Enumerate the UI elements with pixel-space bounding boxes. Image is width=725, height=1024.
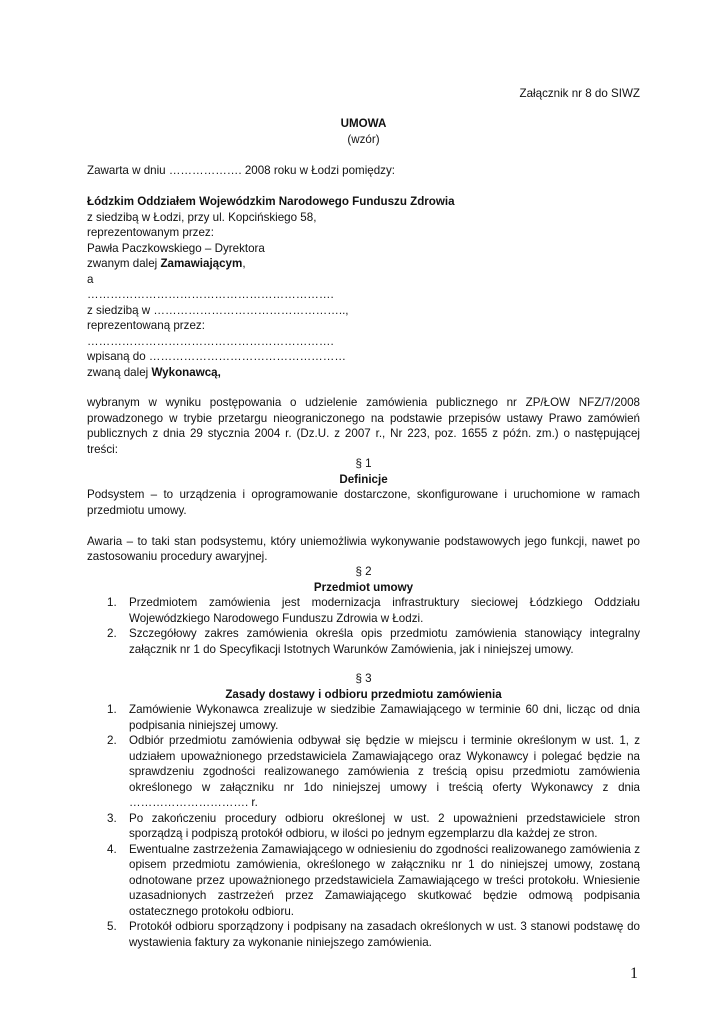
section-1-para-2: Awaria – to taki stan podsystemu, który uniemożliwia wykonywanie podstawowych jego funkcji, nawet po zastosowaniu procedury awaryjnej. [87, 534, 640, 563]
list-item [87, 702, 640, 733]
party1-called-suffix: , [242, 257, 246, 270]
section-2-heading: Przedmiot umowy [313, 580, 414, 594]
section-3-number: § 3 [355, 672, 372, 685]
party2-address: z siedzibą w ………………………………………….., [87, 303, 349, 317]
section-1-number: § 1 [355, 457, 372, 470]
section-2-list [87, 595, 640, 657]
page-number: 1 [630, 965, 638, 982]
list-item-text: Zamówienie Wykonawca zrealizuje w siedzibie Zamawiającego w terminie 60 dni, licząc od dnia podpisania niniejszej umowy. [129, 703, 640, 732]
list-item [87, 626, 640, 657]
list-item [87, 842, 640, 920]
list-item [87, 811, 640, 842]
party1-represented: reprezentowanym przez: [87, 226, 214, 239]
party2-called-term: Wykonawcą, [151, 365, 221, 379]
list-item-text: Szczegółowy zakres zamówienia określa opis przedmiotu zamówienia stanowiący integralny załącznik nr 1 do Specyfikacji Istotnych Warunków Zamówienia, jak i niniejszej umowy. [129, 627, 640, 656]
party1-rep-name: Pawła Paczkowskiego – Dyrektora [87, 241, 265, 255]
party1-address: z siedzibą w Łodzi, przy ul. Kopcińskiego 58, [87, 210, 317, 224]
list-item-text: Przedmiotem zamówienia jest modernizacja infrastruktury sieciowej Łódzkiego Oddziału Wojewódzkiego Narodowego Funduszu Zdrowia w Łodzi. [129, 596, 640, 625]
list-item-number: 3. [107, 811, 117, 825]
parties-block [87, 194, 640, 380]
party2-rep-dots: ………………………………………………………. [87, 334, 334, 348]
list-item-number: 1. [107, 703, 117, 716]
and-word: a [87, 272, 94, 286]
list-item [87, 919, 640, 950]
title-sub: (wzór) [347, 132, 380, 146]
contract-title [87, 116, 640, 147]
list-item-number: 2. [107, 734, 117, 747]
party2-called [87, 365, 640, 381]
list-item [87, 595, 640, 626]
section-2-number: § 2 [355, 565, 372, 578]
title-main: UMOWA [340, 117, 387, 130]
party2-called-prefix: zwaną dalej [87, 365, 152, 379]
list-item-number: 4. [107, 842, 117, 856]
list-item-text: Odbiór przedmiotu zamówienia odbywał się będzie w miejscu i terminie określonym w ust. 1, z udziałem upoważnionego przedstawiciela Zamawiającego oraz Wykonawcy i polegać będzie na sprawdzeniu zgodności realizowanego zamówienia z treścią opisu przedmiotu zamówienia określonego w załączniku nr 1do niniejszej umowy i treścią oferty Wykonawcy z dnia …………………………. r. [129, 734, 640, 809]
list-item-number: 2. [107, 627, 117, 640]
attachment-label: Załącznik nr 8 do SIWZ [519, 87, 640, 100]
party2-registered: wpisaną do …………………………………………… [87, 350, 346, 363]
list-item-number: 1. [107, 596, 117, 609]
concluded-line: Zawarta w dniu ………………. 2008 roku w Łodzi pomiędzy: [87, 164, 395, 177]
section-1-heading: Definicje [339, 472, 388, 486]
section-1-para-1: Podsystem – to urządzenia i oprogramowanie dostarczone, skonfigurowane i uruchomione w ramach przedmiotu umowy. [87, 488, 640, 517]
party1-called-prefix: zwanym dalej [87, 257, 161, 270]
party1-called [87, 256, 640, 272]
list-item-text: Ewentualne zastrzeżenia Zamawiającego w odniesieniu do zgodności realizowanego zamówienia z opisem przedmiotu zamówienia, określonego w załączniku nr 1 do niniejszej umowy, zostaną odnotowane przez upoważnionego przedstawiciela Zamawiającego w treści protokołu. Wniesienie uzasadnionych zastrzeżeń przez Zamawiającego skutkować będzie odmową podpisania ostatecznego protokołu odbioru. [129, 842, 640, 918]
list-item [87, 733, 640, 811]
section-3-heading: Zasady dostawy i odbioru przedmiotu zamówienia [225, 687, 502, 701]
list-item-text: Po zakończeniu procedury odbioru określonej w ust. 2 upoważnieni przedstawiciele stron sporządzą i podpiszą protokół odbioru, w ilości po jednym egzemplarzu dla każdej ze stron. [129, 811, 640, 840]
selected-paragraph: wybranym w wyniku postępowania o udzielenie zamówienia publicznego nr ZP/ŁOW NFZ/7/2008 prowadzonego w trybie przetargu nieograniczonego na podstawie przepisów ustawy Prawo zamówień publicznych z dnia 29 stycznia 2004 r. (Dz.U. z 2007 r., Nr 223, poz. 1655 z późn. zm.) o następującej treści: [87, 396, 640, 456]
party1-called-term: Zamawiającym [160, 257, 243, 270]
section-2 [87, 564, 640, 657]
section-3-list [87, 702, 640, 950]
list-item-text: Protokół odbioru sporządzony i podpisany na zasadach określonych w ust. 3 stanowi podstawę do wystawienia faktury za wykonanie niniejszego zamówienia. [129, 920, 640, 949]
party1-name: Łódzkim Oddziałem Wojewódzkim Narodowego Funduszu Zdrowia [87, 195, 455, 208]
party2-dots: ………………………………………………………. [87, 288, 334, 301]
party2-represented: reprezentowaną przez: [87, 319, 205, 332]
section-3 [87, 671, 640, 950]
section-1 [87, 456, 640, 565]
list-item-number: 5. [107, 920, 117, 933]
